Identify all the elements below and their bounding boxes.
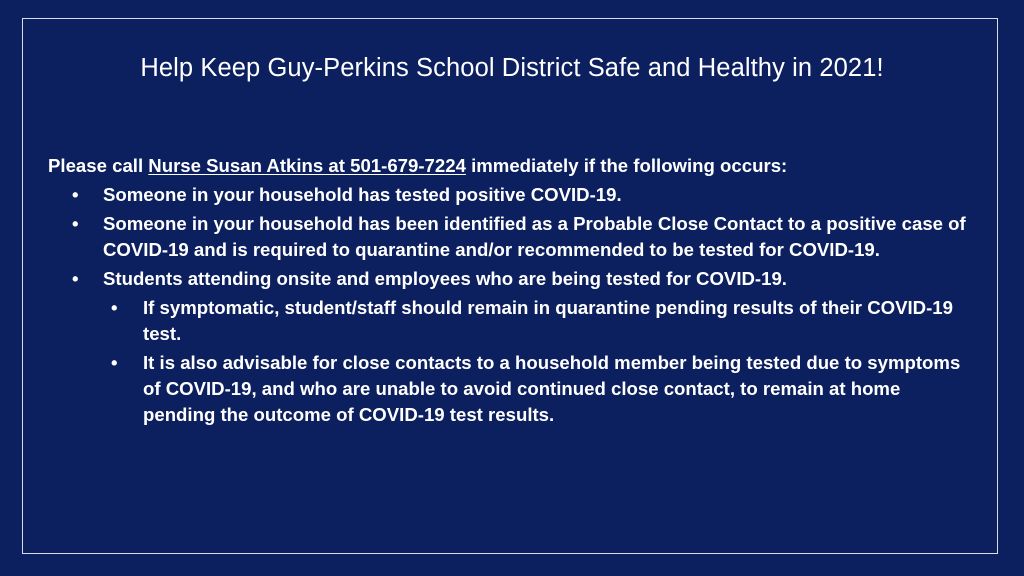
slide-body — [48, 153, 998, 428]
list-item-text: Someone in your household has tested positive COVID-19. — [103, 184, 622, 205]
nurse-contact-link[interactable]: Nurse Susan Atkins at 501-679-7224 — [148, 155, 466, 176]
sub-list-item — [103, 350, 974, 428]
bullet-icon: • — [111, 297, 118, 318]
intro-before: Please call — [48, 155, 149, 176]
testing-sub-list — [103, 295, 998, 428]
occurrence-list — [48, 182, 998, 428]
sub-list-item — [103, 295, 974, 347]
bullet-icon: • — [111, 352, 118, 373]
bullet-icon: • — [72, 268, 79, 289]
intro-after: immediately if the following occurs: — [465, 155, 788, 176]
sub-list-item-text: It is also advisable for close contacts to a household member being tested due to symptoms of COVID-19, and who are unable to avoid continued close contact, to remain at home pending the outcome of COVID-19 test results. — [143, 352, 961, 425]
intro-paragraph — [48, 153, 998, 179]
list-item — [48, 182, 998, 208]
bullet-icon: • — [72, 184, 79, 205]
list-item — [48, 211, 998, 263]
list-item-text: Students attending onsite and employees who are being tested for COVID-19. — [103, 268, 787, 289]
sub-list-item-text: If symptomatic, student/staff should remain in quarantine pending results of their COVID-19 test. — [143, 297, 953, 344]
list-item-text: Someone in your household has been identified as a Probable Close Contact to a positive case of COVID-19 and is required to quarantine and/or recommended to be tested for COVID-19. — [103, 213, 966, 260]
list-item — [48, 266, 998, 428]
bullet-icon: • — [72, 213, 79, 234]
slide-title: Help Keep Guy-Perkins School District Safe and Healthy in 2021! — [140, 54, 884, 82]
